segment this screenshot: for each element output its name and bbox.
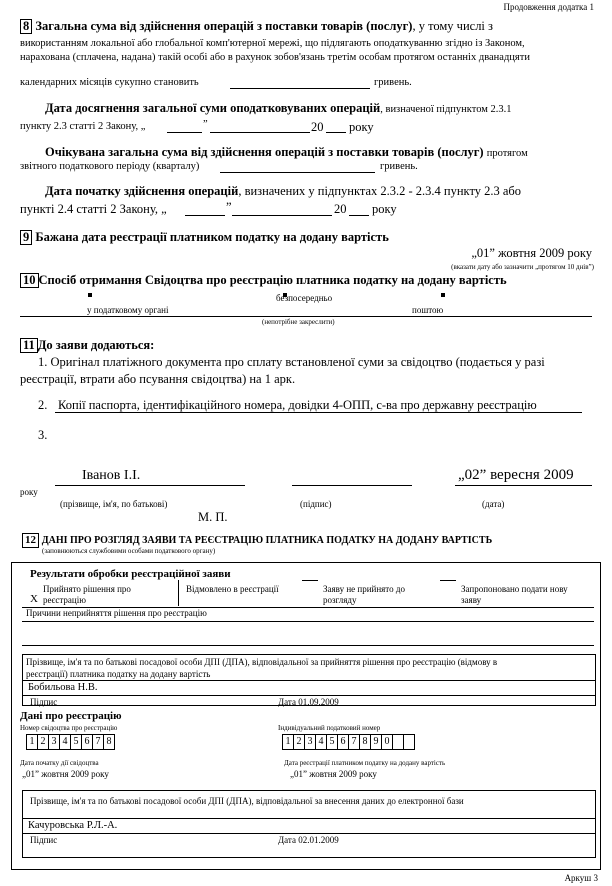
- results-title: Результати обробки реєстраційної заяви: [30, 568, 231, 580]
- desired-date-field[interactable]: [20, 260, 592, 261]
- section-10-title: Спосіб отримання Свідоцтва про реєстрацію платника податку на додану вартість: [38, 273, 507, 287]
- section-8-line4: календарних місяців сукупно становить: [20, 77, 199, 88]
- section-12-title: ДАНІ ПРО РОЗГЛЯД ЗАЯВИ ТА РЕЄСТРАЦІЮ ПЛАТНИКА ПОДАТКУ НА ДОДАНУ ВАРТІСТЬ: [41, 535, 493, 546]
- ipn-digit: 6: [338, 735, 349, 749]
- result-opt4-line1: Запропоновано подати нову: [461, 584, 568, 594]
- section-10-number: 10: [20, 273, 39, 288]
- ipn-digit: 7: [349, 735, 360, 749]
- application-date-rok: року: [20, 487, 38, 497]
- official-sign-label: Підпис: [30, 697, 58, 707]
- official-label-line2: реєстрації) платника податку на додану вартість: [26, 669, 211, 679]
- result-opt2-label: Відмовлено в реєстрації: [186, 584, 279, 594]
- official-name: Бобильова Н.В.: [28, 682, 98, 693]
- db-sign-label: Підпис: [30, 835, 58, 845]
- reg-date-value: „01” жовтня 2009 року: [290, 769, 377, 779]
- ipn-digit: 4: [316, 735, 327, 749]
- stamp-placeholder: М. П.: [198, 510, 228, 524]
- section-12-number: 12: [22, 533, 39, 548]
- ipn-digit: 3: [305, 735, 316, 749]
- attachment-1-line1: 1. Оригінал платіжного документа про сплату встановленої суми за свідоцтво (подається у разі: [38, 355, 545, 369]
- section-9-number: 9: [20, 230, 32, 245]
- db-official-label: Прізвище, ім'я та по батькові посадової особи ДПІ (ДПА), відповідальної за внесення даних до електронної бази: [30, 796, 464, 806]
- start-date-quote: ”: [226, 200, 232, 214]
- cert-start-value: „01” жовтня 2009 року: [22, 769, 109, 779]
- attachment-2-text: Копії паспорта, ідентифікаційного номера, довідки 4-ОПП, с-ва про державну реєстрацію: [58, 398, 537, 412]
- date-reached-rest: , визначеної підпунктом 2.3.1: [380, 104, 512, 115]
- date-reached-day-field[interactable]: [167, 132, 202, 133]
- total-sum-unit: гривень.: [374, 77, 412, 88]
- start-date-year-field[interactable]: [349, 215, 369, 216]
- ipn-digit: 5: [327, 735, 338, 749]
- applicant-name: Іванов І.І.: [82, 468, 141, 483]
- cert-number-cells[interactable]: [26, 734, 115, 750]
- date-reached-year-field[interactable]: [326, 132, 346, 133]
- date-reached-title: Дата досягнення загальної суми оподатковуваних операцій: [45, 101, 381, 115]
- start-date-rest: , визначених у підпунктах 2.3.2 - 2.3.4 пункту 2.3 або: [238, 184, 522, 198]
- db-name-rule: [22, 833, 595, 834]
- continuation-note: Продовження додатка 1: [503, 2, 594, 12]
- cert-number-label: Номер свідоцтва про реєстрацію: [20, 724, 118, 732]
- section-10-rule: [20, 316, 592, 317]
- expected-sum-title: Очікувана загальна сума від здійснення операцій з поставки товарів (послуг): [45, 145, 484, 159]
- ipn-digit: [404, 735, 415, 749]
- expected-sum-unit: гривень.: [380, 161, 418, 172]
- section-8-line2: використанням локальної або глобальної комп'ютерної мережі, що підлягають оподаткуванню згідно із Законом,: [20, 38, 525, 49]
- result-opt1-line2: реєстрацію: [43, 595, 86, 605]
- section-8-line3: нарахована (сплачена, надана) такій особі або в рахунок зобов'язань третім особам протягом останніх дванадцяти: [20, 52, 530, 63]
- result-opt3-box[interactable]: [302, 580, 318, 581]
- section-10-hint: (непотрібне закреслити): [262, 318, 335, 326]
- section-10-header: [20, 273, 507, 288]
- ipn-digit: 9: [371, 735, 382, 749]
- cert-digit: 5: [71, 735, 82, 749]
- section-11-title: До заяви додаються:: [37, 338, 155, 352]
- date-reached-year-prefix: 20: [311, 120, 324, 134]
- start-date-year-suffix: року: [372, 202, 397, 216]
- date-reached-month-field[interactable]: [210, 132, 310, 133]
- official-label-rule: [22, 680, 595, 681]
- result-opt4-line2: заяву: [461, 595, 482, 605]
- sheet-number: Аркуш 3: [564, 873, 598, 883]
- attachment-2-field[interactable]: [55, 412, 582, 413]
- attachment-3-number: 3.: [38, 428, 48, 442]
- result-opt4-box[interactable]: [440, 580, 456, 581]
- cert-digit: 3: [49, 735, 60, 749]
- cert-digit: 2: [38, 735, 49, 749]
- section-12-header: [22, 533, 492, 548]
- ipn-digit: 8: [360, 735, 371, 749]
- desired-date-hint: (вказати дату або зазначити „протягом 10 днів”): [451, 263, 594, 271]
- start-date-title: Дата початку здійснення операцій: [45, 184, 239, 198]
- expected-sum-label: звітного податкового періоду (кварталу): [20, 161, 200, 172]
- result-opt3-line2: розгляду: [323, 595, 357, 605]
- ipn-digit: 1: [283, 735, 294, 749]
- result-opt1-line1: Прийнято рішення про: [43, 584, 131, 594]
- cert-digit: 4: [60, 735, 71, 749]
- cert-digit: 6: [82, 735, 93, 749]
- ipn-cells[interactable]: [282, 734, 415, 750]
- start-date-year-prefix: 20: [334, 202, 347, 216]
- date-hint: (дата): [482, 499, 505, 509]
- total-sum-field[interactable]: [230, 88, 370, 89]
- official-name-rule: [22, 695, 595, 696]
- section-11-number: 11: [20, 338, 38, 353]
- start-date-label: пункті 2.4 статті 2 Закону, „: [20, 202, 167, 216]
- reg-date-label: Дата реєстрації платником податку на додану вартість: [284, 759, 446, 767]
- reasons-field[interactable]: [22, 621, 594, 622]
- application-date: „02” вересня 2009: [458, 467, 574, 483]
- application-date-field[interactable]: [455, 485, 592, 486]
- cert-digit: 7: [93, 735, 104, 749]
- applicant-name-field[interactable]: [55, 485, 245, 486]
- result-opt1-mark[interactable]: Х: [30, 593, 38, 605]
- option-tax-office-label: у податковому органі: [87, 305, 169, 315]
- ipn-digit: [393, 735, 404, 749]
- applicant-signature-field[interactable]: [292, 485, 412, 486]
- attachment-1-line2: реєстрації, втрати або псування свідоцтва) на 1 арк.: [20, 372, 296, 386]
- section-9-header: [20, 230, 389, 245]
- start-date-month-field[interactable]: [232, 215, 332, 216]
- option-tax-office-checkbox[interactable]: [88, 293, 92, 297]
- date-reached-label: пункту 2.3 статті 2 Закону, „: [20, 121, 146, 132]
- official-date-label: Дата 01.09.2009: [278, 697, 339, 707]
- ipn-digit: 2: [294, 735, 305, 749]
- section-12-subtitle: (заповнюються службовими особами податкового органу): [42, 547, 216, 555]
- ipn-digit: 0: [382, 735, 393, 749]
- ipn-label: Індивідуальний податковий номер: [278, 724, 381, 732]
- section-8-intro-rest: , у тому числі з: [412, 19, 493, 33]
- expected-sum-rest: протягом: [486, 148, 528, 159]
- result-opt2-box-left: [178, 580, 179, 606]
- reasons-label: Причини неприйняття рішення про реєстрацію: [26, 608, 207, 618]
- signature-hint: (підпис): [300, 499, 332, 509]
- section-8-number: 8: [20, 19, 32, 34]
- date-reached-line: [45, 101, 512, 116]
- registration-data-title: Дані про реєстрацію: [20, 710, 122, 722]
- section-8-line1: [20, 19, 493, 34]
- db-label-rule: [22, 818, 595, 819]
- option-mail-checkbox[interactable]: [441, 293, 445, 297]
- start-date-day-field[interactable]: [185, 215, 225, 216]
- expected-sum-line: [45, 145, 528, 160]
- name-hint: (прізвище, ім'я, по батькові): [60, 499, 168, 509]
- db-official-name: Качуровська Р.Л.-А.: [28, 820, 118, 831]
- section-9-title: Бажана дата реєстрації платником податку на додану вартість: [35, 230, 389, 244]
- date-reached-year-suffix: року: [349, 120, 374, 134]
- option-mail-label: поштою: [412, 305, 444, 315]
- reasons-field-2[interactable]: [22, 645, 594, 646]
- date-reached-quote: ”: [203, 119, 208, 130]
- cert-digit: 1: [27, 735, 38, 749]
- cert-start-label: Дата початку дії свідоцтва: [20, 759, 99, 767]
- attachment-2-number: 2.: [38, 398, 48, 412]
- official-label-line1: Прізвище, ім'я та по батькові посадової особи ДПІ (ДПА), відповідальної за прийняття рішення про реєстрацію (відмову в: [26, 657, 498, 667]
- db-date-label: Дата 02.01.2009: [278, 835, 339, 845]
- start-date-line: [45, 184, 521, 199]
- expected-sum-field[interactable]: [220, 172, 375, 173]
- section-8-title: Загальна сума від здійснення операцій з поставки товарів (послуг): [35, 19, 413, 33]
- result-opt3-line1: Заяву не прийнято до: [323, 584, 405, 594]
- cert-digit: 8: [104, 735, 115, 749]
- option-direct-label: безпосередньо: [276, 293, 333, 303]
- desired-date-value: „01” жовтня 2009 року: [471, 246, 592, 260]
- section-11-header: [20, 338, 154, 353]
